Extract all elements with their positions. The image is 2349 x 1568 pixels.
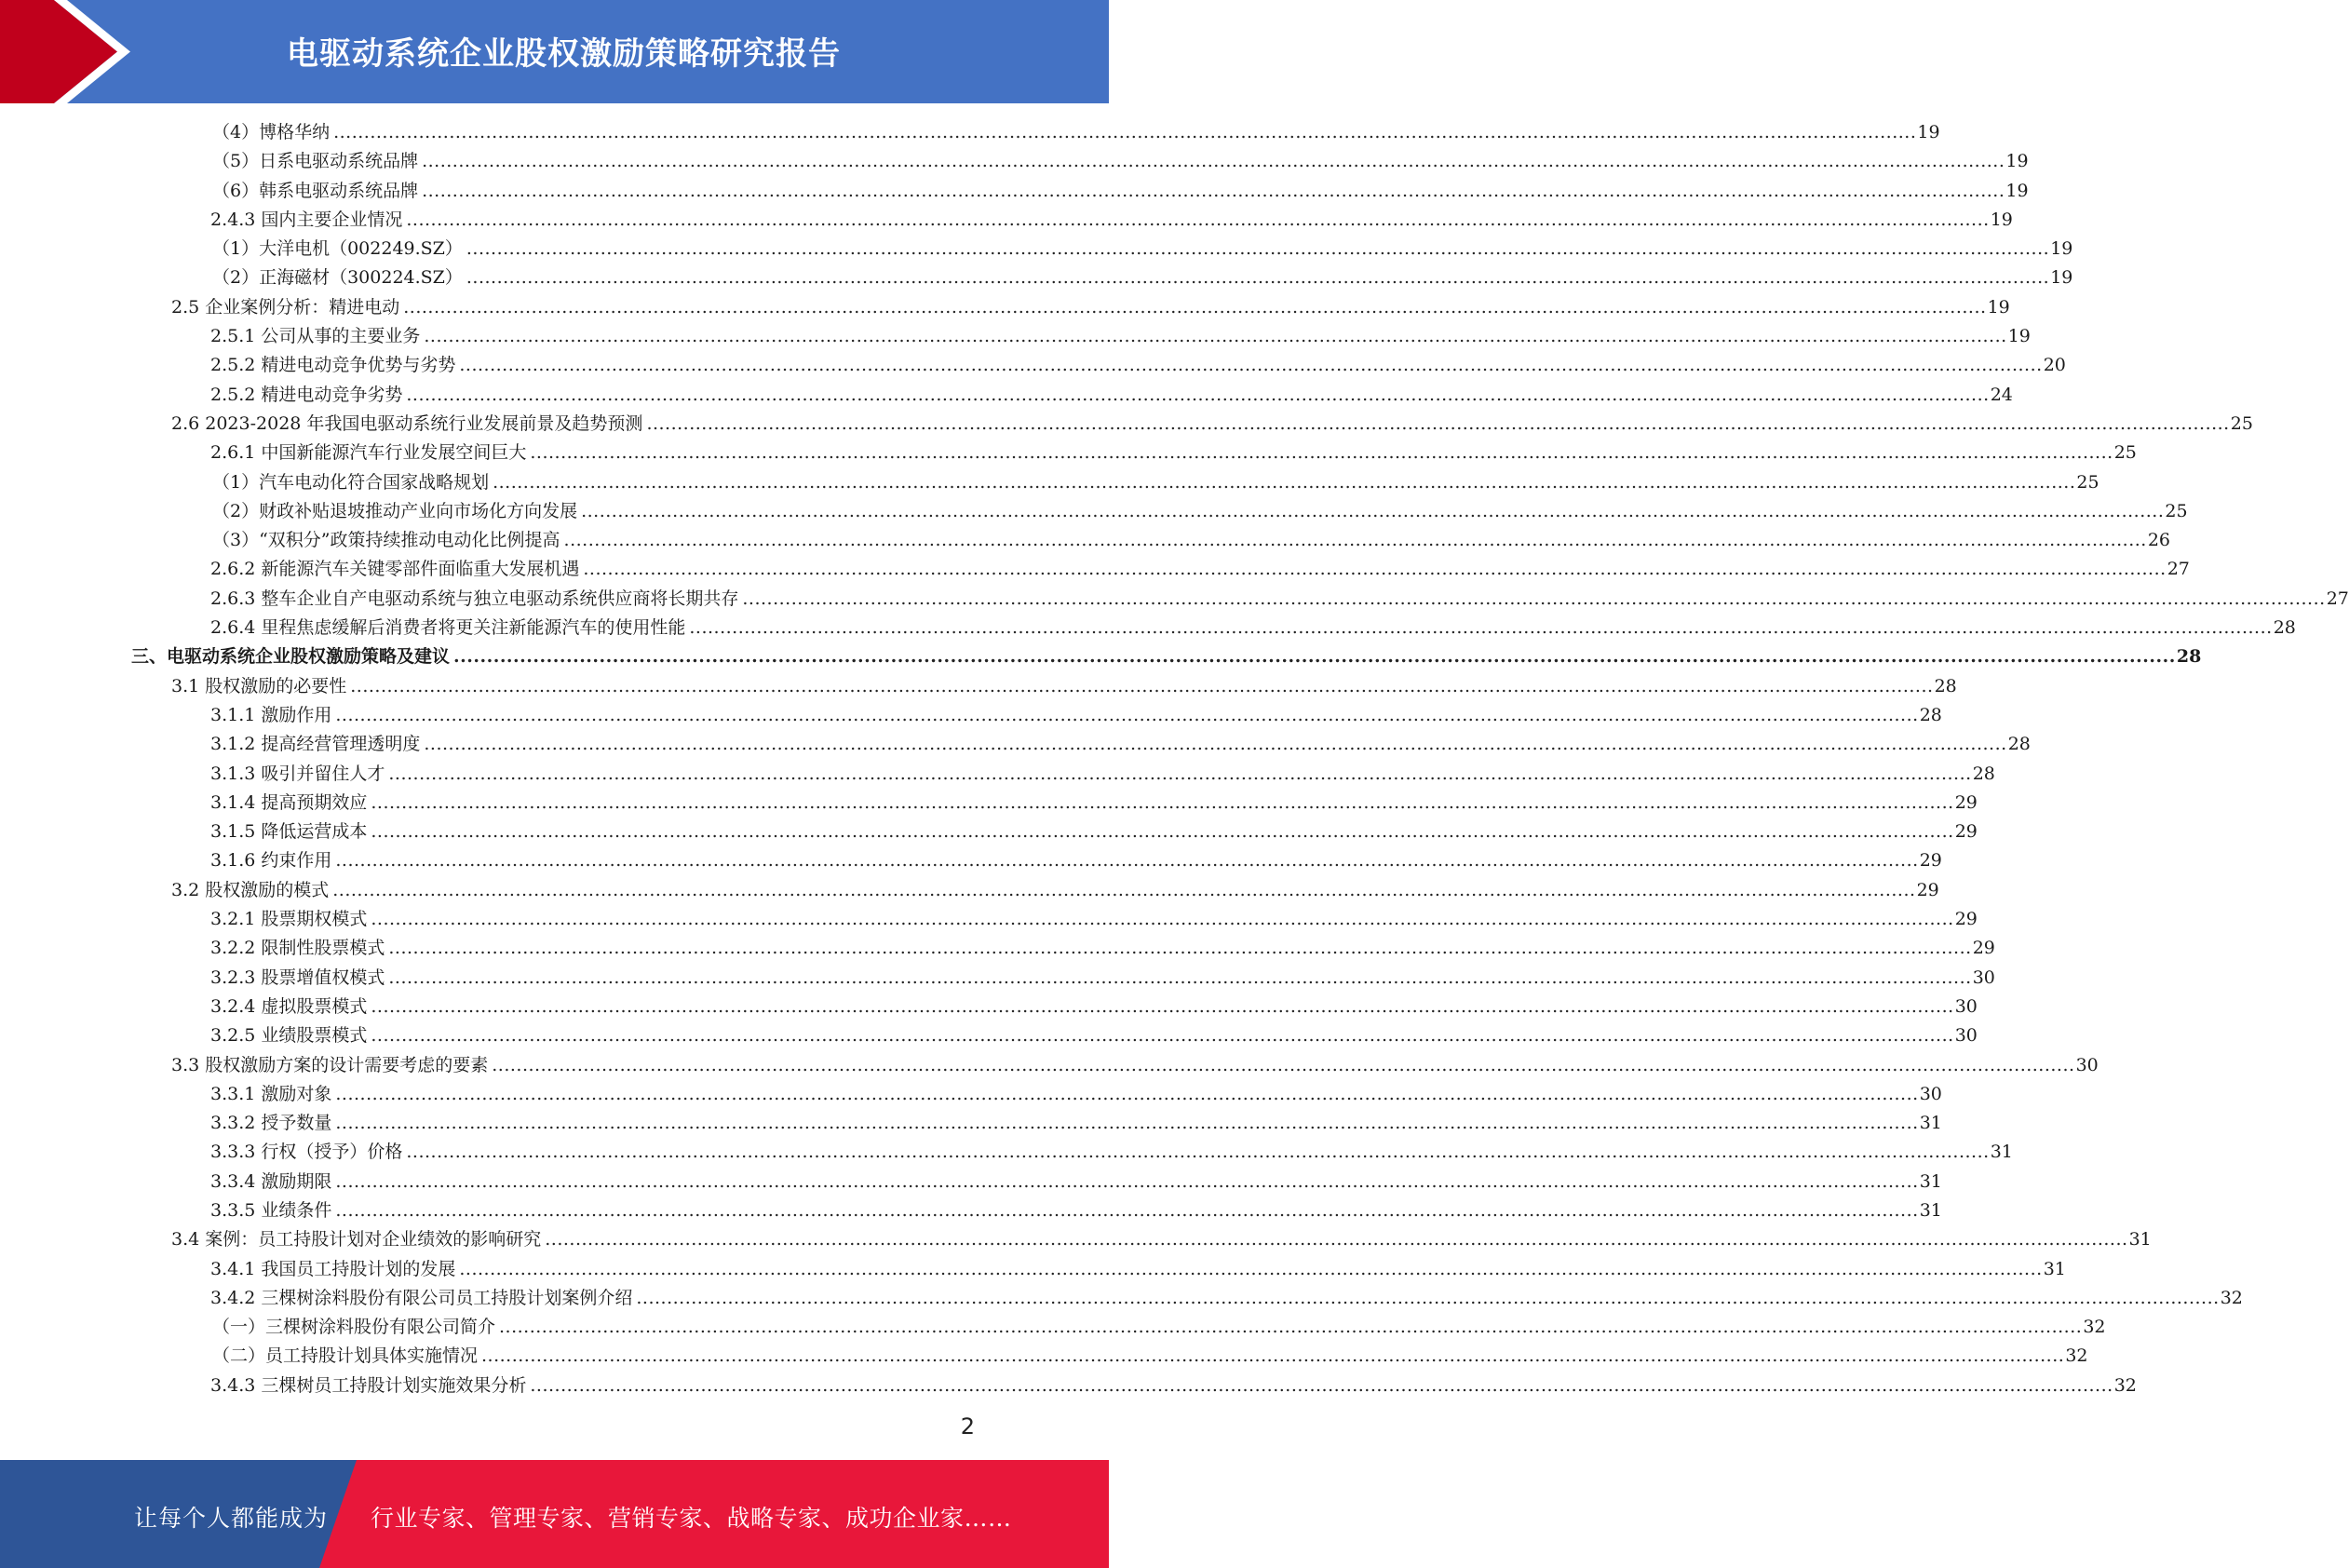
toc-entry-line [210,322,2031,351]
toc-entry-page: 24 [1990,384,2013,405]
toc-entry-page: 28 [1919,704,1942,725]
toc-entry[interactable] [0,934,1995,963]
toc-entry-label: 3.1.6 约束作用 [210,850,332,872]
toc-entry-label: （6）韩系电驱动系统品牌 [212,180,419,201]
toc-entry-page: 28 [2273,617,2296,639]
toc-entry-label: 3.3 股权激励方案的设计需要考虑的要素 [171,1054,489,1075]
toc-entry-label: 2.6.1 中国新能源汽车行业发展空间巨大 [210,442,527,464]
toc-entry-line [212,526,2171,555]
toc-entry-label: （一）三棵树涂料股份有限公司简介 [212,1317,496,1338]
header-banner [0,0,1109,103]
toc-entry[interactable] [0,1051,2099,1080]
toc-entry-line [210,614,2296,642]
toc-entry-page: 19 [2050,267,2073,289]
toc-dot-leader: .................................................................................................................................................................................................................................................................... [424,326,2007,347]
toc-entry-line [212,147,2029,176]
toc-entry[interactable] [0,701,1942,730]
toc-dot-leader: .................................................................................................................................................................................................................................................................... [636,1287,2220,1308]
toc-entry-page: 29 [1919,850,1942,872]
toc-entry-line [210,789,1978,818]
toc-entry-line [212,235,2073,264]
toc-entry-line [171,410,2253,439]
toc-entry-page: 32 [2065,1345,2088,1367]
toc-entry-label: 3.3.5 业绩条件 [210,1199,332,1221]
toc-entry-line [171,672,1957,701]
toc-entry-line [210,846,1942,875]
toc-dot-leader: .................................................................................................................................................................................................................................................................... [453,646,2176,668]
toc-entry-line [210,964,1995,993]
toc-entry-line [210,555,2190,584]
toc-dot-leader: .................................................................................................................................................................................................................................................................... [350,675,1934,696]
toc-entry[interactable] [0,846,1942,875]
toc-entry-page: 28 [2176,646,2202,668]
toc-entry-label: 3.4.1 我国员工持股计划的发展 [210,1258,456,1279]
toc-entry-page: 32 [2113,1374,2137,1396]
toc-entry[interactable] [0,760,1995,789]
toc-entry-label: 2.5.2 精进电动竞争优势与劣势 [210,355,456,376]
toc-entry-label: 3.3.2 授予数量 [210,1113,332,1134]
toc-dot-leader: .................................................................................................................................................................................................................................................................... [499,1317,2083,1338]
toc-dot-leader: .................................................................................................................................................................................................................................................................... [742,588,2326,609]
toc-entry[interactable] [0,672,1957,701]
page-number: 2 [960,1413,975,1440]
footer-slogan-right: 行业专家、管理专家、营销专家、战略专家、成功企业家…… [371,1505,1012,1532]
toc-entry-label: 2.4.3 国内主要企业情况 [210,209,403,230]
toc-entry-line [212,177,2029,206]
toc-entry-page: 30 [2075,1054,2099,1075]
toc-entry-label: 3.1 股权激励的必要性 [171,675,347,696]
toc-entry[interactable] [0,468,2099,497]
toc-entry-line [210,701,1942,730]
toc-entry-line [210,818,1978,846]
toc-entry-page: 30 [1919,1083,1942,1104]
toc-entry-line [210,1138,2013,1167]
toc-entry-page: 27 [2326,588,2349,609]
toc-dot-leader: .................................................................................................................................................................................................................................................................... [406,384,1990,405]
toc-dot-leader: .................................................................................................................................................................................................................................................................... [406,1142,1990,1163]
toc-entry-line [210,905,1978,934]
toc-entry-label: 2.6.4 里程焦虑缓解后消费者将更关注新能源汽车的使用性能 [210,617,686,639]
toc-entry-page: 30 [1972,966,1995,988]
toc-entry-label: 3.3.1 激励对象 [210,1083,332,1104]
toc-entry-label: 3.2 股权激励的模式 [171,879,330,900]
toc-entry-label: 3.2.1 股票期权模式 [210,909,368,930]
toc-entry-label: （5）日系电驱动系统品牌 [212,151,419,172]
toc-entry-page: 25 [2076,471,2099,493]
toc-dot-leader: .................................................................................................................................................................................................................................................................... [371,791,1954,813]
toc-entry-label: （3）“双积分”政策持续推动电动化比例提高 [212,530,560,551]
table-of-contents [0,118,2349,1400]
toc-entry-line [212,264,2073,292]
toc-entry-line [210,351,2066,380]
toc-entry[interactable] [0,1255,2066,1284]
toc-dot-leader: .................................................................................................................................................................................................................................................................... [335,1113,1919,1134]
toc-entry-label: 3.2.2 限制性股票模式 [210,938,385,959]
toc-entry[interactable] [0,1196,1942,1225]
toc-entry-page: 31 [2043,1258,2066,1279]
toc-entry-page: 31 [1990,1142,2013,1163]
toc-entry-label: 3.1.3 吸引并留住人才 [210,763,385,784]
footer-slogan-left: 让每个人都能成为 [134,1505,329,1532]
toc-entry-page: 27 [2167,559,2190,580]
toc-entry-page: 19 [2005,151,2029,172]
toc-entry[interactable] [0,1225,2152,1254]
toc-entry[interactable] [0,585,2349,614]
toc-entry[interactable] [0,1021,1978,1050]
footer-banner [0,1460,1109,1568]
toc-entry[interactable] [0,614,2296,642]
toc-entry-page: 29 [1954,821,1978,843]
toc-dot-leader: .................................................................................................................................................................................................................................................................... [422,151,2005,172]
toc-entry-line [131,642,2202,671]
toc-dot-leader: .................................................................................................................................................................................................................................................................... [422,180,2005,201]
toc-entry-line [210,1372,2137,1400]
toc-entry[interactable] [0,876,1939,905]
toc-entry[interactable] [0,905,1978,934]
toc-entry-line [210,1168,1942,1196]
toc-entry[interactable] [0,264,2073,292]
toc-entry-line [210,760,1995,789]
toc-entry-line [210,730,2031,759]
toc-entry-page: 25 [2113,442,2137,464]
toc-entry-line [171,876,1939,905]
toc-entry[interactable] [0,1313,2106,1342]
toc-dot-leader: .................................................................................................................................................................................................................................................................... [406,209,1990,230]
toc-entry-page: 19 [2005,180,2029,201]
toc-entry[interactable] [0,410,2253,439]
toc-entry[interactable] [0,235,2073,264]
toc-entry-label: 3.2.4 虚拟股票模式 [210,995,368,1017]
toc-entry-label: （1）汽车电动化符合国家战略规划 [212,471,490,493]
toc-entry[interactable] [0,293,2010,322]
toc-entry-page: 28 [1972,763,1995,784]
toc-entry-line [212,1342,2088,1371]
toc-entry-label: 3.1.4 提高预期效应 [210,791,368,813]
toc-dot-leader: .................................................................................................................................................................................................................................................................... [563,530,2147,551]
toc-dot-leader: .................................................................................................................................................................................................................................................................... [371,909,1954,930]
toc-dot-leader: .................................................................................................................................................................................................................................................................... [371,1025,1954,1047]
toc-entry-label: 3.4.3 三棵树员工持股计划实施效果分析 [210,1374,527,1396]
toc-dot-leader: .................................................................................................................................................................................................................................................................... [646,412,2230,434]
toc-dot-leader: .................................................................................................................................................................................................................................................................... [335,850,1919,872]
toc-entry-page: 30 [1954,995,1978,1017]
toc-entry[interactable] [0,993,1978,1021]
toc-entry[interactable] [0,497,2188,526]
toc-dot-leader: .................................................................................................................................................................................................................................................................... [530,1374,2113,1396]
toc-dot-leader: .................................................................................................................................................................................................................................................................... [371,995,1954,1017]
toc-entry-page: 31 [1919,1199,1942,1221]
toc-dot-leader: .................................................................................................................................................................................................................................................................... [466,238,2050,260]
toc-entry-label: 2.6.2 新能源汽车关键零部件面临重大发展机遇 [210,559,580,580]
toc-dot-leader: .................................................................................................................................................................................................................................................................... [459,355,2043,376]
toc-entry-page: 26 [2147,530,2171,551]
toc-entry[interactable] [0,351,2066,380]
toc-entry-page: 29 [1916,879,1939,900]
toc-entry-label: 2.5.1 公司从事的主要业务 [210,326,421,347]
toc-dot-leader: .................................................................................................................................................................................................................................................................... [335,1170,1919,1192]
toc-entry-line [210,206,2013,235]
toc-entry-label: （1）大洋电机（002249.SZ） [212,238,463,260]
toc-entry[interactable] [0,555,2190,584]
toc-entry-label: （2）正海磁材（300224.SZ） [212,267,463,289]
toc-dot-leader: .................................................................................................................................................................................................................................................................... [545,1229,2128,1250]
toc-entry-line [171,1051,2099,1080]
toc-entry-line [171,1225,2152,1254]
toc-entry-page: 29 [1972,938,1995,959]
toc-entry[interactable] [0,730,2031,759]
toc-dot-leader: .................................................................................................................................................................................................................................................................... [335,704,1919,725]
toc-entry-label: （二）员工持股计划具体实施情况 [212,1345,479,1367]
toc-entry-line [210,439,2137,467]
toc-entry-label: 三、电驱动系统企业股权激励策略及建议 [131,646,451,668]
toc-entry-label: 2.6.3 整车企业自产电驱动系统与独立电驱动系统供应商将长期共存 [210,588,739,609]
toc-entry[interactable] [0,381,2013,410]
toc-entry-line [210,1255,2066,1284]
toc-dot-leader: .................................................................................................................................................................................................................................................................... [333,122,1917,142]
toc-dot-leader: .................................................................................................................................................................................................................................................................... [581,500,2165,521]
toc-entry-line [210,585,2349,614]
toc-dot-leader: .................................................................................................................................................................................................................................................................... [403,296,1987,318]
toc-dot-leader: .................................................................................................................................................................................................................................................................... [492,1054,2075,1075]
toc-entry-label: 3.4 案例：员工持股计划对企业绩效的影响研究 [171,1229,542,1250]
toc-entry-line [210,934,1995,963]
toc-entry[interactable] [0,1284,2243,1313]
toc-entry-line [212,1313,2106,1342]
toc-entry-line [212,468,2099,497]
toc-entry[interactable] [0,1109,1942,1138]
toc-dot-leader: .................................................................................................................................................................................................................................................................... [583,559,2167,580]
toc-entry-line [171,293,2010,322]
toc-entry-label: 3.3.4 激励期限 [210,1170,332,1192]
toc-entry-line [210,993,1978,1021]
toc-dot-leader: .................................................................................................................................................................................................................................................................... [481,1345,2065,1367]
toc-entry-page: 19 [2007,326,2031,347]
toc-entry-page: 19 [1990,209,2013,230]
toc-dot-leader: .................................................................................................................................................................................................................................................................... [466,267,2050,289]
toc-entry[interactable] [0,439,2137,467]
toc-entry-label: 2.5 企业案例分析：精进电动 [171,296,400,318]
toc-entry-page: 29 [1954,909,1978,930]
toc-entry[interactable] [0,1080,1942,1109]
toc-dot-leader: .................................................................................................................................................................................................................................................................... [493,471,2076,493]
toc-dot-leader: .................................................................................................................................................................................................................................................................... [388,763,1972,784]
toc-entry-page: 31 [1919,1170,1942,1192]
toc-dot-leader: .................................................................................................................................................................................................................................................................... [335,1199,1919,1221]
toc-entry-page: 32 [2083,1317,2106,1338]
toc-dot-leader: .................................................................................................................................................................................................................................................................... [530,442,2113,464]
report-title: 电驱动系统企业股权激励策略研究报告 [287,35,841,73]
toc-entry-line [210,1080,1942,1109]
toc-entry[interactable] [0,1342,2088,1371]
toc-entry-page: 29 [1954,791,1978,813]
toc-entry-line [212,118,1940,147]
toc-entry-page: 28 [2007,734,2031,755]
toc-entry-label: 3.3.3 行权（授予）价格 [210,1142,403,1163]
toc-dot-leader: .................................................................................................................................................................................................................................................................... [424,734,2007,755]
toc-dot-leader: .................................................................................................................................................................................................................................................................... [388,966,1972,988]
toc-entry-page: 25 [2165,500,2188,521]
toc-entry[interactable] [0,964,1995,993]
toc-entry-page: 28 [1934,675,1957,696]
toc-entry[interactable] [0,206,2013,235]
toc-entry[interactable] [0,642,2202,671]
toc-entry-line [210,381,2013,410]
toc-entry[interactable] [0,1372,2137,1400]
toc-entry[interactable] [0,118,1940,147]
toc-entry-page: 25 [2230,412,2253,434]
toc-dot-leader: .................................................................................................................................................................................................................................................................... [459,1258,2043,1279]
toc-entry-page: 20 [2043,355,2066,376]
toc-entry-line [210,1021,1978,1050]
toc-entry-page: 30 [1954,1025,1978,1047]
toc-dot-leader: .................................................................................................................................................................................................................................................................... [689,617,2273,639]
toc-entry-label: 3.4.2 三棵树涂料股份有限公司员工持股计划案例介绍 [210,1287,633,1308]
toc-entry[interactable] [0,789,1978,818]
toc-entry-line [212,497,2188,526]
toc-entry[interactable] [0,322,2031,351]
toc-entry-page: 19 [1917,122,1940,142]
toc-entry-page: 32 [2220,1287,2243,1308]
toc-entry[interactable] [0,147,2029,176]
toc-entry-label: （2）财政补贴退坡推动产业向市场化方向发展 [212,500,578,521]
toc-entry[interactable] [0,177,2029,206]
toc-entry-label: 3.2.5 业绩股票模式 [210,1025,368,1047]
toc-dot-leader: .................................................................................................................................................................................................................................................................... [371,821,1954,843]
toc-entry[interactable] [0,526,2171,555]
toc-entry-label: 3.1.2 提高经营管理透明度 [210,734,421,755]
toc-entry-label: 2.6 2023-2028 年我国电驱动系统行业发展前景及趋势预测 [171,412,643,434]
toc-entry-label: 3.1.1 激励作用 [210,704,332,725]
toc-entry-label: 2.5.2 精进电动竞争劣势 [210,384,403,405]
toc-entry[interactable] [0,1168,1942,1196]
toc-entry[interactable] [0,1138,2013,1167]
toc-entry-line [210,1109,1942,1138]
toc-entry-label: 3.2.3 股票增值权模式 [210,966,385,988]
toc-dot-leader: .................................................................................................................................................................................................................................................................... [388,938,1972,959]
toc-entry[interactable] [0,818,1978,846]
toc-entry-line [210,1284,2243,1313]
toc-entry-page: 19 [1987,296,2010,318]
toc-entry-page: 19 [2050,238,2073,260]
toc-entry-line [210,1196,1942,1225]
toc-entry-label: 3.1.5 降低运营成本 [210,821,368,843]
toc-entry-page: 31 [1919,1113,1942,1134]
toc-entry-label: （4）博格华纳 [212,122,331,142]
toc-dot-leader: .................................................................................................................................................................................................................................................................... [335,1083,1919,1104]
toc-dot-leader: .................................................................................................................................................................................................................................................................... [332,879,1916,900]
toc-entry-page: 31 [2128,1229,2152,1250]
